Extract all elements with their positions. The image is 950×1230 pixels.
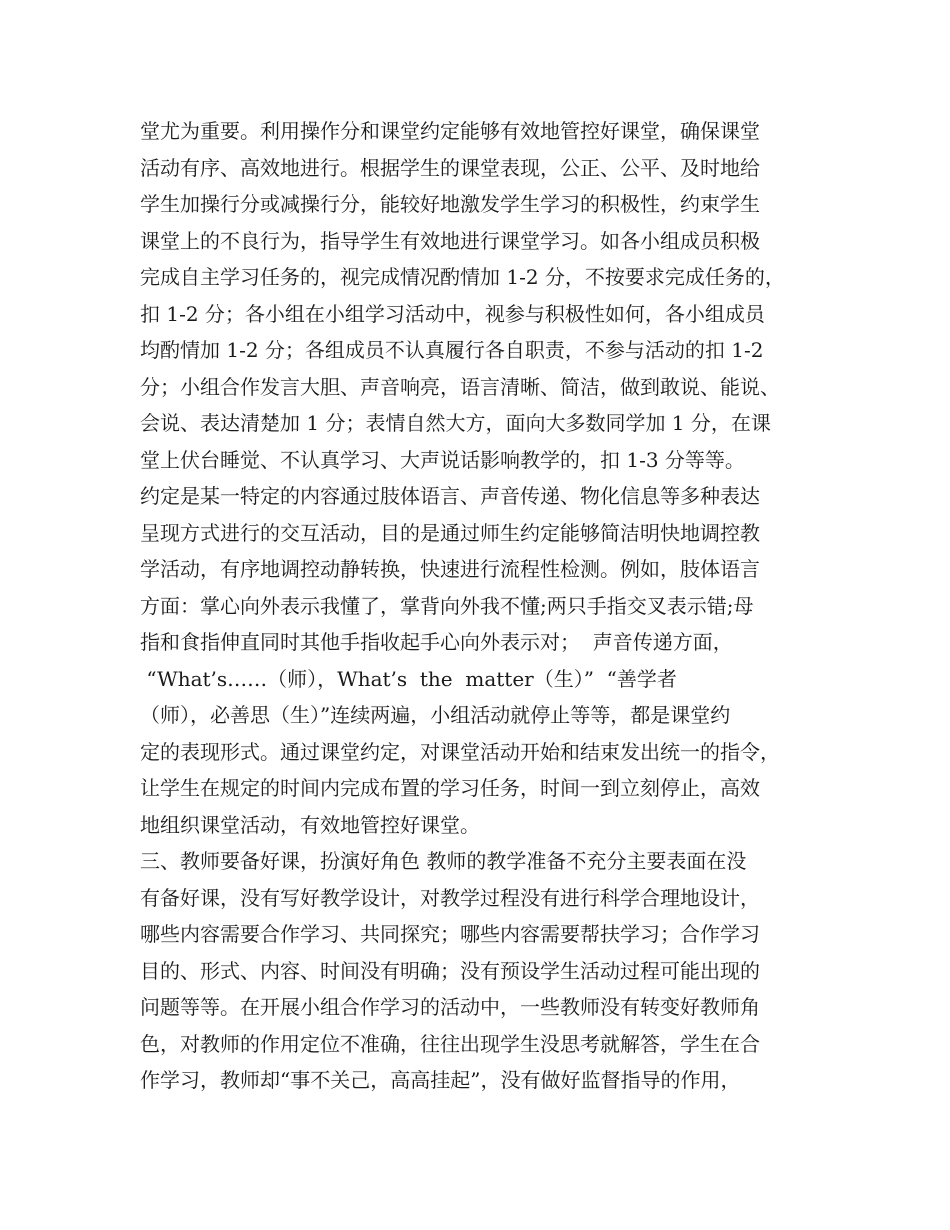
text-line: 目的、形式、内容、时间没有明确；没有预设学生活动过程可能出现的 <box>140 958 760 983</box>
text-line: 问题等等。在开展小组合作学习的活动中，一些教师没有转变好教师角 <box>140 995 760 1019</box>
text-line: 堂上伏台睡觉、不认真学习、大声说话影响教学的，扣 1-3 分等等。 <box>140 447 745 472</box>
text-line: 学活动，有序地调控动静转换，快速进行流程性检测。例如，肢体语言 <box>140 557 760 581</box>
text-line: 均酌情加 1-2 分；各组成员不认真履行各自职责，不参与活动的扣 1-2 <box>140 338 764 362</box>
text-line: 哪些内容需要合作学习、共同探究；哪些内容需要帮扶学习；合作学习 <box>140 922 760 946</box>
text-line: 三、教师要备好课，扮演好角色 教师的教学准备不充分主要表面在没 <box>140 849 747 873</box>
text-line: 活动有序、高效地进行。根据学生的课堂表现，公正、公平、及时地给 <box>140 155 760 180</box>
text-line: 作学习，教师却“事不关己，高高挂起”，没有做好监督指导的作用， <box>140 1068 741 1092</box>
text-line: 约定是某一特定的内容通过肢体语言、声音传递、物化信息等多种表达 <box>140 484 760 508</box>
text-line: 学生加操行分或减操行分，能较好地激发学生学习的积极性，约束学生 <box>140 192 760 216</box>
text-line: 色，对教师的作用定位不准确，往往出现学生没思考就解答，学生在合 <box>140 1031 760 1056</box>
text-line: 扣 1-2 分；各小组在小组学习活动中，视参与积极性如何，各小组成员 <box>140 301 765 326</box>
text-line: 会说、表达清楚加 1 分；表情自然大方，面向大多数同学加 1 分，在课 <box>140 411 771 435</box>
text-line: 有备好课，没有写好教学设计，对教学过程没有进行科学合理地设计， <box>140 885 760 910</box>
text-line: 方面：掌心向外表示我懂了，掌背向外我不懂;两只手指交叉表示错;母 <box>140 593 754 618</box>
text-line: （师），必善思（生）”连续两遍，小组活动就停止等等，都是课堂约 <box>140 703 731 727</box>
text-line: 课堂上的不良行为，指导学生有效地进行课堂学习。如各小组成员积极 <box>140 228 760 253</box>
text-line: 让学生在规定的时间内完成布置的学习任务，时间一到立刻停止，高效 <box>140 776 760 800</box>
text-line: 地组织课堂活动，有效地管控好课堂。 <box>140 812 480 837</box>
text-line: 定的表现形式。通过课堂约定，对课堂活动开始和结束发出统一的指令， <box>140 739 780 764</box>
text-line: 呈现方式进行的交互活动，目的是通过师生约定能够简洁明快地调控教 <box>140 520 760 545</box>
text-line: 分；小组合作发言大胆、声音响亮，语言清晰、简洁，做到敢说、能说、 <box>140 374 780 399</box>
text-line: 指和食指伸直同时其他手指收起手心向外表示对； 声音传递方面， <box>140 630 733 654</box>
text-line: 堂尤为重要。利用操作分和课堂约定能够有效地管控好课堂，确保课堂 <box>140 119 760 143</box>
body-text <box>140 113 820 1099</box>
text-line: “What’s……（师），What’s the matter（生）” “善学者 <box>140 666 677 691</box>
text-line: 完成自主学习任务的，视完成情况酌情加 1-2 分，不按要求完成任务的， <box>140 265 785 289</box>
